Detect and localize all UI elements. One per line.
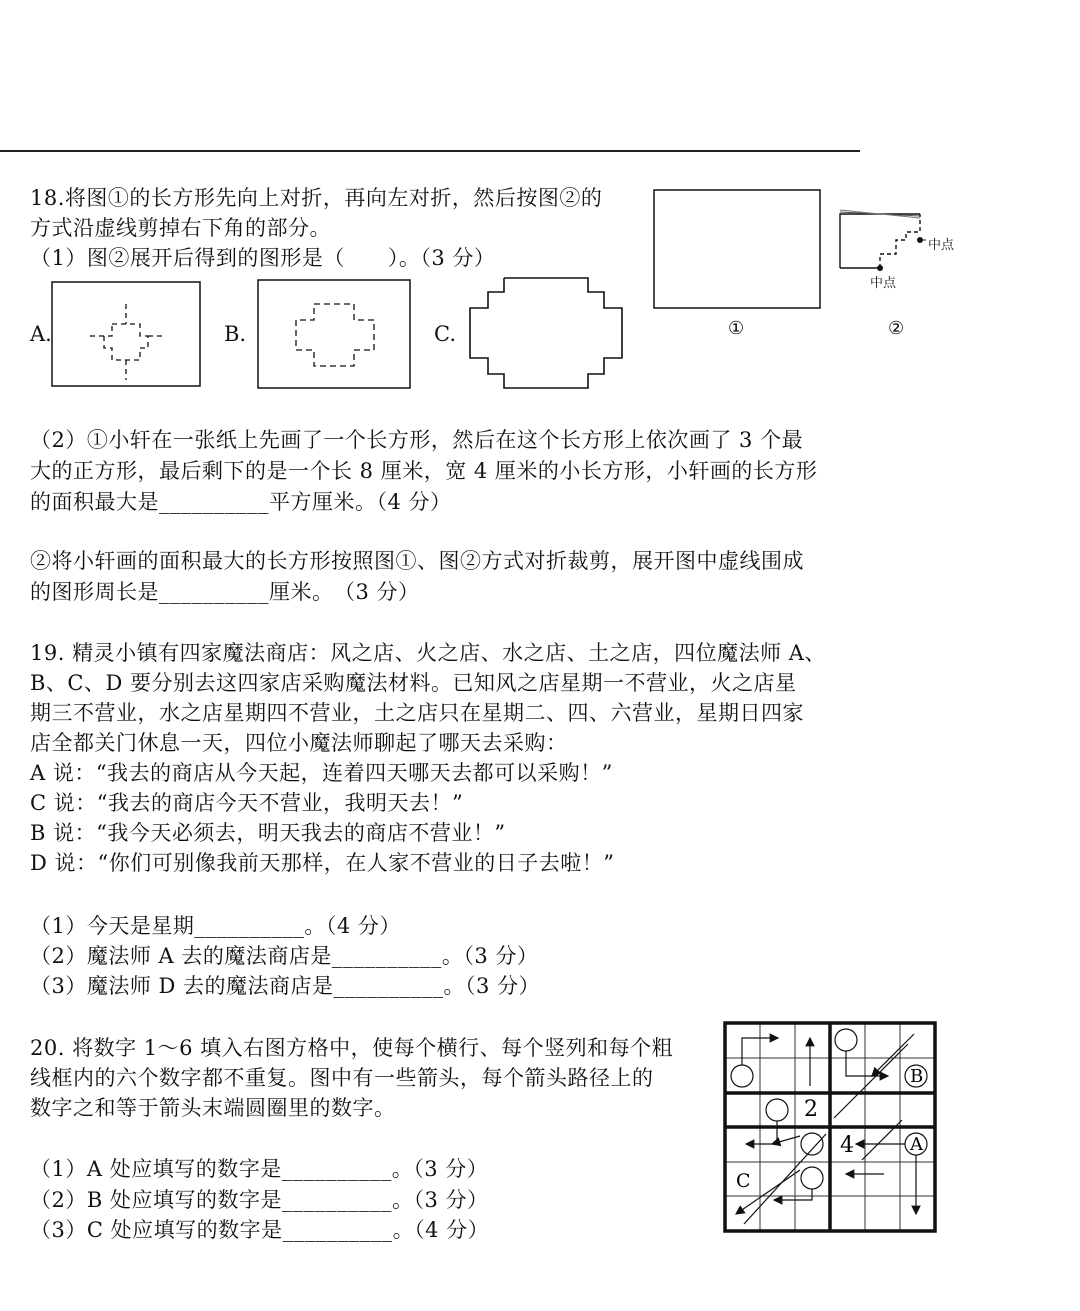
figure-2-label: ② [888,318,905,339]
q19-line-4: 店全都关门休息一天，四位小魔法师聊起了哪天去采购： [30,731,568,755]
option-a-label: A. [30,322,52,346]
q20-grid [722,1020,938,1234]
grid-label-c: C [736,1170,751,1192]
grid-label-four: 4 [840,1133,854,1158]
q19-question-3: （3）魔法师 D 去的魔法商店是__________。（3 分） [30,974,541,998]
q19-question-2: （2）魔法师 A 去的魔法商店是__________。（3 分） [30,944,539,968]
midpoint-label-bottom: 中点 [870,276,897,291]
q18-sub2-line-2: 大的正方形，最后剩下的是一个长 8 厘米，宽 4 厘米的小长方形，小轩画的长方形 [30,459,818,483]
q18-line-2: 方式沿虚线剪掉右下角的部分。 [30,216,331,240]
figure-1-rectangle [652,188,824,312]
q18-sub3-line-2: 的图形周长是__________厘米。 （3 分） [30,580,420,604]
option-b-figure [256,278,412,390]
option-b-label: B. [224,322,247,346]
grid-label-a: A [910,1134,923,1155]
q20-question-3: （3）C 处应填写的数字是__________。（4 分） [30,1218,490,1242]
q19-statement-d: D 说：“你们可别像我前天那样，在人家不营业的日子去啦！” [30,851,615,875]
q20-question-1: （1）A 处应填写的数字是__________。（3 分） [30,1157,489,1181]
q19-statement-b: B 说：“我今天必须去，明天我去的商店不营业！” [30,821,506,845]
q20-question-2: （2）B 处应填写的数字是__________。（3 分） [30,1188,489,1212]
top-divider [0,150,860,152]
q18-line-1: 18.将图①的长方形先向上对折，再向左对折，然后按图②的 [30,186,603,210]
q20-line-1: 20. 将数字 1～6 填入右图方格中，使每个横行、每个竖列和每个粗 [30,1036,674,1060]
q19-line-2: B、C、D 要分别去这四家店采购魔法材料。已知风之店星期一不营业，火之店星 [30,671,797,695]
option-c-figure [466,276,628,392]
q19-statement-a: A 说：“我去的商店从今天起，连着四天哪天去都可以采购！” [30,761,613,785]
q19-statement-c: C 说：“我去的商店今天不营业，我明天去！” [30,791,464,815]
q18-sub2-line-1: （2）①小轩在一张纸上先画了一个长方形，然后在这个长方形上依次画了 3 个最 [30,428,804,452]
q20-line-3: 数字之和等于箭头末端圆圈里的数字。 [30,1096,396,1120]
midpoint-label-right: 中点 [928,238,955,253]
grid-label-two: 2 [804,1097,818,1122]
option-c-label: C. [434,322,456,346]
q20-line-2: 线框内的六个数字都不重复。图中有一些箭头，每个箭头路径上的 [30,1066,654,1090]
grid-label-b: B [910,1066,924,1087]
q19-line-3: 期三不营业，水之店星期四不营业，土之店只在星期二、四、六营业，星期日四家 [30,701,804,725]
q18-sub3-line-1: ②将小轩画的面积最大的长方形按照图①、图②方式对折裁剪，展开图中虚线围成 [30,549,804,573]
q18-sub1: （1）图②展开后得到的图形是（ ）。（3 分） [30,246,496,270]
q18-sub2-line-3: 的面积最大是__________平方厘米。（4 分） [30,490,452,514]
option-a-figure [50,280,202,388]
figure-1-label: ① [728,318,745,339]
q19-question-1: （1）今天是星期__________。（4 分） [30,914,401,938]
q19-line-1: 19. 精灵小镇有四家魔法商店：风之店、火之店、水之店、土之店，四位魔法师 A、 [30,641,826,665]
